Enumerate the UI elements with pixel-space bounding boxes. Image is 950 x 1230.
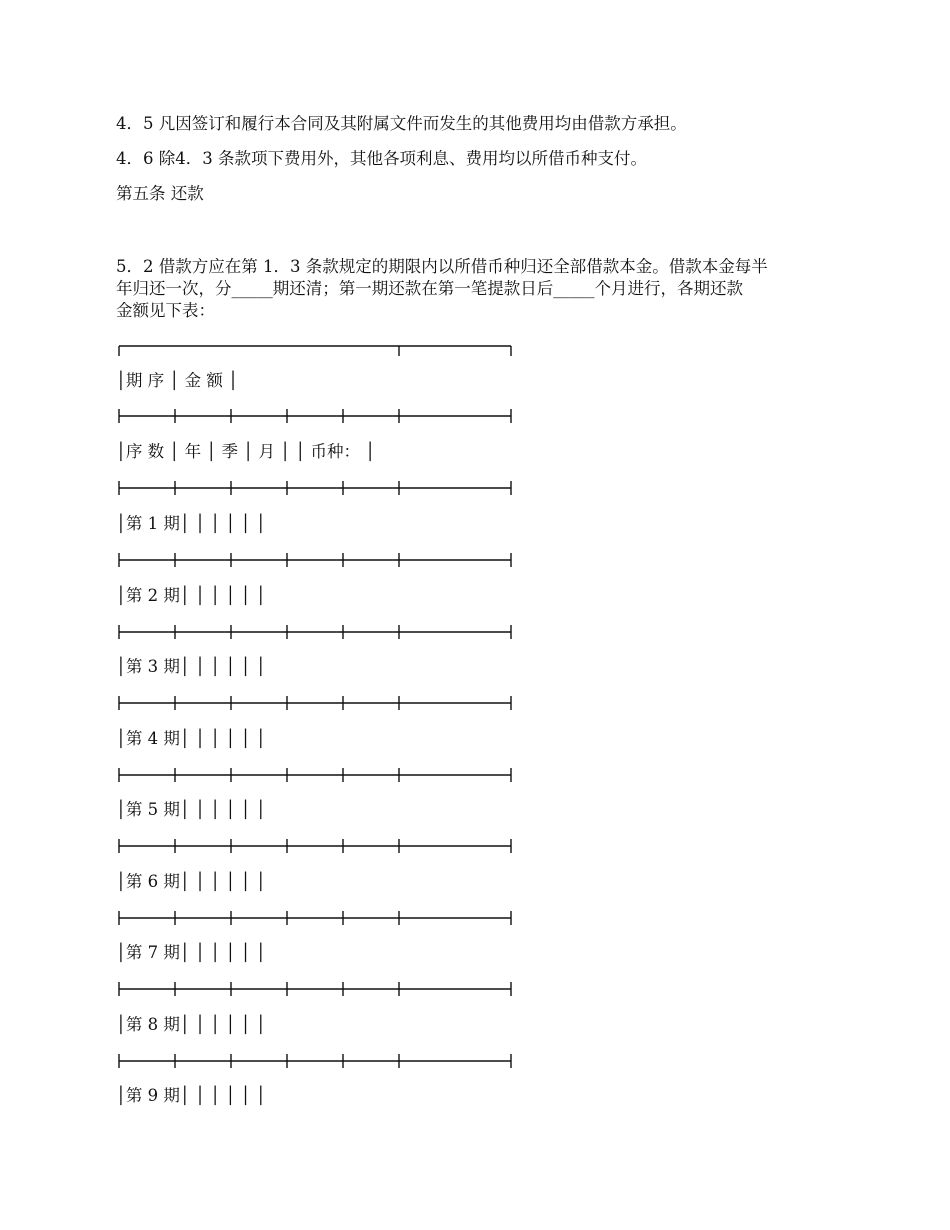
table-rule-header-2 [118,481,512,495]
table-rule-period-2 [118,625,512,639]
table-row-period-6: │第 6 期│ │ │ │ │ │ [116,871,266,891]
table-rule-header-1 [118,409,512,423]
table-row-period-7: │第 7 期│ │ │ │ │ │ [116,943,266,962]
table-rule-period-5 [118,839,512,853]
table-row-period-5: │第 5 期│ │ │ │ │ │ [116,800,266,819]
table-header-row-2: │序 数 │ 年 │ 季 │ 月 │ │ 币种： │ [116,442,376,461]
table-rule-period-1 [118,553,512,567]
clause-4-6: 4．6 除4．3 条款项下费用外，其他各项利息、费用均以所借币种支付。 [116,149,647,168]
article-5-heading: 第五条 还款 [116,184,204,203]
table-row-period-8: │第 8 期│ │ │ │ │ │ [116,1014,266,1034]
table-row-period-2: │第 2 期│ │ │ │ │ │ [116,585,266,605]
clause-5-2-line-3: 金额见下表： [116,301,215,320]
table-rule-period-4 [118,768,512,782]
table-top-rule [118,343,512,357]
table-rule-period-6 [118,911,512,925]
table-row-period-1: │第 1 期│ │ │ │ │ │ [116,514,266,533]
clause-5-2-line-2: 年归还一次，分_____期还清；第一期还款在第一笔提款日后_____个月进行，各期还款 [116,279,743,298]
table-row-period-3: │第 3 期│ │ │ │ │ │ [116,657,266,676]
clause-5-2-line-1: 5．2 借款方应在第 1．3 条款规定的期限内以所借币种归还全部借款本金。借款本金每半 [116,257,768,276]
table-rule-period-8 [118,1054,512,1068]
table-row-period-9: │第 9 期│ │ │ │ │ │ [116,1086,266,1105]
table-rule-period-3 [118,696,512,710]
table-header-row-1: │期 序 │ 金 额 │ [116,371,239,390]
clause-4-5: 4．5 凡因签订和履行本合同及其附属文件而发生的其他费用均由借款方承担。 [116,114,687,133]
table-rule-period-7 [118,982,512,996]
table-row-period-4: │第 4 期│ │ │ │ │ │ [116,728,266,748]
